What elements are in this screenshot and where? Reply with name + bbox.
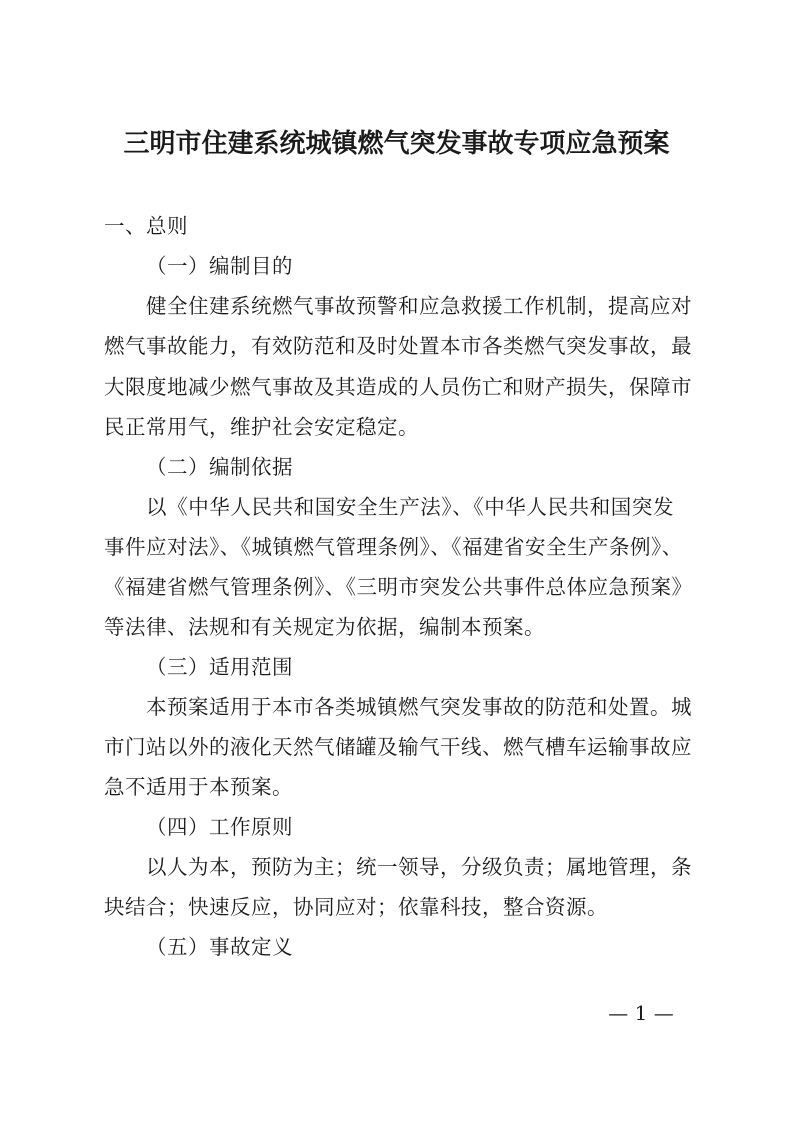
- section-heading-general: 一、总则: [104, 214, 188, 238]
- subsection-heading-definition: （五）事故定义: [146, 935, 293, 959]
- paragraph-line: 块结合；快速反应，协同应对；依靠科技，整合资源。: [104, 895, 608, 919]
- subsection-heading-scope: （三）适用范围: [146, 655, 293, 679]
- paragraph-line: 事件应对法》、《城镇燃气管理条例》、《福建省安全生产条例》、: [104, 535, 683, 559]
- paragraph-line: 市门站以外的液化天然气储罐及输气干线、燃气槽车运输事故应: [104, 735, 692, 759]
- paragraph-line: 以人为本，预防为主；统一领导，分级负责；属地管理，条: [146, 855, 692, 879]
- paragraph-line: 本预案适用于本市各类城镇燃气突发事故的防范和处置。城: [146, 695, 692, 719]
- paragraph-line: 急不适用于本预案。: [104, 775, 293, 799]
- paragraph-line: 以《中华人民共和国安全生产法》、《中华人民共和国突发: [146, 495, 674, 519]
- subsection-heading-principles: （四）工作原则: [146, 815, 293, 839]
- paragraph-line: 大限度地减少燃气事故及其造成的人员伤亡和财产损失，保障市: [104, 375, 692, 399]
- paragraph-line: 民正常用气，维护社会安定稳定。: [104, 415, 419, 439]
- paragraph-line: 燃气事故能力，有效防范和及时处置本市各类燃气突发事故，最: [104, 334, 692, 358]
- page-number: — 1 —: [608, 1001, 674, 1025]
- paragraph-line: 《福建省燃气管理条例》、《三明市突发公共事件总体应急预案》: [104, 575, 693, 599]
- page-title: 三明市住建系统城镇燃气突发事故专项应急预案: [123, 129, 670, 159]
- subsection-heading-basis: （二）编制依据: [146, 455, 293, 479]
- paragraph-line: 等法律、法规和有关规定为依据，编制本预案。: [104, 615, 545, 639]
- paragraph-line: 健全住建系统燃气事故预警和应急救援工作机制，提高应对: [146, 294, 692, 318]
- subsection-heading-purpose: （一）编制目的: [146, 254, 293, 278]
